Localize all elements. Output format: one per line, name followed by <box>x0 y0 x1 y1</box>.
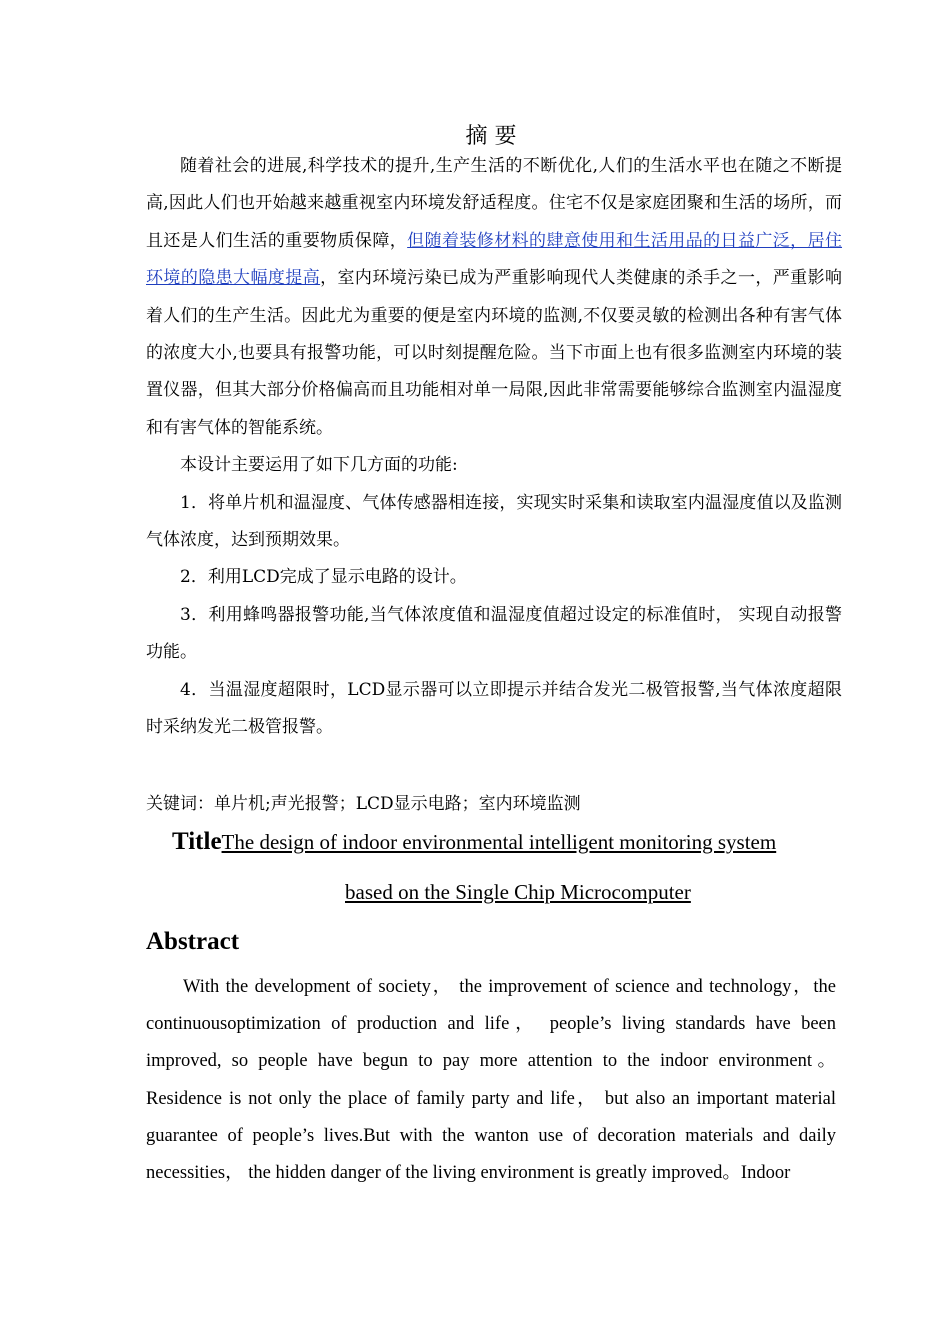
keywords-line <box>146 788 842 820</box>
chinese-paragraph-1-start: 随着社会的进展,科学技术的提升,生产生活的不断优化,人们的生活水平也在随之不断提高,因此人们也开始越来越重视室内环境发舒适程度。住宅不仅是家庭团聚和生活的场所，而且还是人们生活的重要物质保障， <box>146 156 842 251</box>
english-title-line-1 <box>172 828 892 856</box>
chinese-paragraph-2: 本设计主要运用了如下几方面的功能: <box>180 455 458 476</box>
keywords-value: 单片机;声光报警；LCD显示电路；室内环境监测 <box>214 794 581 814</box>
chinese-abstract-heading: 摘 要 <box>465 124 517 149</box>
chinese-abstract-body <box>146 148 842 747</box>
function-item-1: 1．将单片机和温湿度、气体传感器相连接，实现实时采集和读取室内温湿度值以及监测气体浓度，达到预期效果。 <box>146 492 842 551</box>
english-paragraph-1: With the development of society， the improvement of science and technology，the continuousoptimization of production and life， people’s living standards have been improved, so people have begun to pay more attention to the indoor environment。Residence is not only the place of family party and life， but also an important material guarantee of people’s lives.But with the wanton use of decoration materials and daily necessities， the hidden danger of the living environment is greatly improved。Indoor <box>146 977 836 1184</box>
english-title-label: Title <box>172 828 222 855</box>
function-item-4: 4．当温湿度超限时，LCD显示器可以立即提示并结合发光二极管报警,当气体浓度超限时采纳发光二极管报警。 <box>146 679 842 738</box>
english-abstract-body <box>146 969 836 1192</box>
chinese-paragraph-1 <box>146 148 842 447</box>
function-item-2: 2．利用LCD完成了显示电路的设计。 <box>180 567 467 588</box>
english-abstract-heading: Abstract <box>146 928 240 955</box>
english-title-text-1: The design of indoor environmental intelligent monitoring system <box>221 830 777 854</box>
keywords-label: 关键词： <box>146 794 214 814</box>
hyperlink-text[interactable]: 但随着装修材料的肆意使用和生活用品的日益广泛，居住环境的隐患大幅度提高 <box>146 230 843 289</box>
chinese-paragraph-1-end: ，室内环境污染已成为严重影响现代人类健康的杀手之一，严重影响着人们的生产生活。因此尤为重要的便是室内环境的监测,不仅要灵敏的检测出各种有害气体的浓度大小,也要具有报警功能，可以时刻提醒危险。当下市面上也有很多监测室内环境的装置仪器，但其大部分价格偏高而且功能相对单一局限,因此非常需要能够综合监测室内温湿度和有害气体的智能系统。 <box>146 268 843 438</box>
function-item-3: 3．利用蜂鸣器报警功能,当气体浓度值和温湿度值超过设定的标准值时， 实现自动报警功能。 <box>146 604 842 663</box>
english-title-line-2: based on the Single Chip Microcomputer <box>345 880 691 904</box>
